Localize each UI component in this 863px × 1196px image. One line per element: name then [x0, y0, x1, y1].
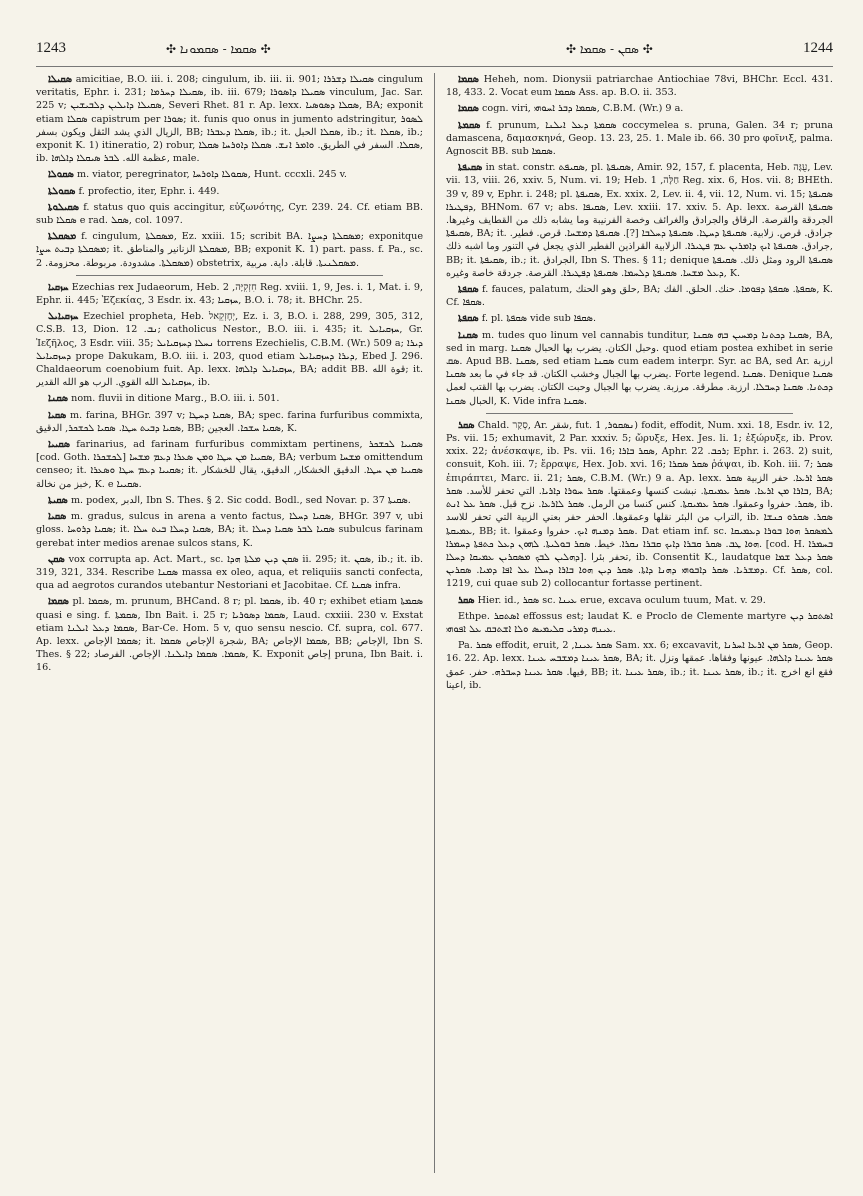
- entry-text: cogn. viri, ܣܩܡܐ ܕܒܪ ܐܚܘܗܝ, C.B.M. (Wr.) 9 a.: [482, 103, 684, 115]
- dictionary-entry: [446, 610, 833, 636]
- dictionary-entry: [446, 119, 833, 159]
- entry-headword: ܣܩܢܐ: [457, 329, 479, 341]
- entry-text: farinarius, ad farinam furfuribus commixtam pertinens, ܣܩܝܝܐ ܠܟܫܟܪ [cod. Goth. ܠܟܫܟܪܐ] ܣܩܝܝܐ ܡܢ ܚܛܐ ܘܡܢ ܣܥܪܐ ܕܥܡ ܡܫܚܐ, BA; verbum ܡܫܚܐ omittendum censeo; it. ܣܩܝܝܐ ܕܥܡ ܚܛܐ ܘܣܥܪܐ; it. ܣܩܝܝܐ ܡܢ ܚܛܐ. الدقيق الخشكار, الدقيق، يقال للخشكار خبز من نخالة, K. e ܣܩܝܝܐ.: [36, 439, 423, 490]
- dictionary-entry: [36, 230, 423, 270]
- entry-text: Hier. id., ܣܩܪ sc. ܥܝܢܐ erue, excava oculum tuum, Mat. v. 29.: [477, 594, 766, 606]
- entry-text: amicitiae, B.O. iii. i. 208; cingulum, ib. iii. ii. 901; ܣܩܝܠܐ ܕܫܪܪܐ cingulum veritatis, Ephr. i. 231; ܣܩܝܠܐ ܕܚܪܡܐ, ib. iii. 679; ܣܩܝܠܐ ܕܐܣܘܪܐ vinculum, Jac. Sar. 225 v; ܣܩܝܠܐ ܕܐܝܠܝܢ ܕܠܒܝܫܝܢ, Severi Rhet. 81 r. Ap. lexx. ܣܩܠܐ ܕܣܘܣܝܐ, BA; exponit etiam ܣܩܠܐ capistrum per ܣܘܪܐ; it. funis quo onus in jumento adstringitur, ܠܣܘܪ الزيال الذي يشد الثقل ويكون بسفر, BB; ܣܩܠܐ ܕܥܒܪܐ, ib.; it. ܣܩܠܐ الحبل, ib.; it. ܣܩܠܐ, ib.; exponit K. 1) itineratio, 2) robur, ܣܩܠܐ. السفر في الطريق. ܘܐܡܪ ܐܢܫ. ܣܩܠܐ ܕܐܘܪܚܐ ܣܩܠܐ, ib. عظمة الله. ܠܒܪ ܣܝܩܠܐ ܕܐܠܗܐ, male.: [36, 74, 423, 165]
- entry-text: f. cingulum, ܡܣܩܠܬܐ, Ez. xxiii. 15; scribit BA. ܡܣܩܠܬܐ ܕܚܨܐ; exponitque ܡܣܩܠܬܐ ܕܒܝܬ ܚܨܐ; it. ܡܣܩܠܬܐ الزنانير والمناطق, BB; exponit K. 1) part. pass. f. Pa., sc. ܡܣܩܠܬܐ. مشدودة. مربوطة. محزومة. 2) obstetrix, ܡܣܩܠܢܝܬܐ. قابلة. داية. مربية.: [36, 231, 423, 269]
- entry-text: in stat. constr. ܣܩܝܦܬ, pl. ܣܩܝܦܬܐ, Amir. 92, 157, f. placenta, Heb. עֻגָּה, Lev. vii. 13, viii. 26, xxiv. 5, Num. vi. 19; Heb. חַלָּה, 1 Reg. xix. 6, Hos. vii. 8; BHEth. 39 v, 89 v, Ephr. i. 248; pl. ܣܩܝܦܬܐ, Ex. xxix. 2, Lev. ii. 4, vii. 12, Num. vi. 15; ܣܩܝܦܬܐ ܕܦܛܝܪܐ, BHNom. 67 v; abs. ܣܩܝܦܐ, Lev. xxiii. 17. xxiv. 5. Ap. lexx. ܣܩܝܦܬܐ القرصة الجردقة والقرصة. الرقاق والجرادق والغرائف وخصة الفرنيبة وما يشابه ذلك من القطايف وغيرها. ܣܩܝܦܬܐ, BA; it. جرادق. قرص. زلابية. ܣܩܝܦܬܐ ܕܚܛܐ. ܣܩܝܦܬܐ ܕܚܠܒܐ [?]. ܣܩܝܦܬܐ ܕܡܫܚܐ. قرص. فطير. جرادق. ܣܩܝܦܬܐ ܐܝܟ ܕܐܡܪܝܢ ܥܡ ܦܛܝܪܐ. الزلابية القراذين الفطير الذي يجعل في التنور وما اشبه ذلك, BB; it. ܣܩܝܦܬܐ, ib.; it. الجرادق, Ibn S. Thes. § 11; denique ܣܩܝܦܬܐ الرود ومثل ذلك. ܣܩܝܦܬܐ ܕܥܠ ܡܫܚܐ. ܣܩܝܦܬܐ ܕܠܚܡܐ. ܣܩܝܦܬܐ ܕܦܛܝܪܐ. القرصة. جردقة خاصة وغيره, K.: [445, 162, 833, 279]
- entry-headword: ܣܩܪ: [457, 419, 475, 431]
- entry-text: m. podex, الدبر, Ibn S. Thes. § 2. Sic codd. Bodl., sed Novar. p. 37 ܣܩܝܬܐ.: [70, 494, 411, 506]
- column-divider: [434, 73, 435, 1173]
- dictionary-entry: [36, 392, 423, 405]
- entry-headword: ܣܩܢܐ: [48, 393, 69, 405]
- page-header: [36, 38, 833, 67]
- entry-text: Ethpe. ܐܣܬܩܪ effossus est; laudat K. e Proclo de Clemente martyre ܐܣܬܩܪ ܕܝܢ ܥܝܢܗ ܕܡܪܝ ܩܠܝܡܝܣ ܘܠܐ ܐܫܬܒܩ ܥܠ ܐܦܘܗܝ.: [445, 610, 833, 635]
- left-page-number: 1243: [36, 40, 66, 56]
- dictionary-entry: [446, 419, 833, 591]
- left-running-head: ✣ ܣܩܡܐ - ܣܩܡܘܢܐ ✣: [166, 42, 271, 56]
- entry-text: Heheh, nom. Dionysii patriarchae Antiochiae 78vi, BHChr. Eccl. 431. 18, 433. 2. Vocat eum ܣܩܡܐ Ass. ap. B.O. ii. 353.: [445, 74, 833, 99]
- entry-headword: ܣܩܡܐ: [48, 596, 69, 608]
- dictionary-entry: [36, 201, 423, 227]
- dictionary-entry: [36, 168, 423, 181]
- dictionary-entry: [36, 438, 423, 491]
- entry-headword: ܣܩܘܠܬܐ: [48, 185, 76, 197]
- entry-headword: ܣܩܪ: [457, 594, 475, 606]
- entry-headword: ܣܩܝܦܬܐ: [457, 162, 483, 174]
- entry-headword: ܡܣܩܠܬܐ: [48, 231, 77, 243]
- dictionary-entry: [446, 102, 833, 115]
- dictionary-entry: [446, 283, 833, 309]
- entry-text: f. profectio, iter, Ephr. i. 449.: [78, 185, 220, 197]
- dictionary-entry: [36, 310, 423, 389]
- entry-headword: ܣܩܡܐ: [457, 103, 479, 115]
- right-page-number: 1244: [803, 40, 833, 56]
- entry-headword: ܣܩܦܬܐ: [457, 313, 479, 325]
- entry-headword: ܣܩܝܠܘܬܐ: [48, 201, 80, 213]
- entry-headword: ܣܩܡܬܐ: [457, 119, 481, 131]
- entry-text: Ezechiel propheta, Heb. יְחֶזְקֵאל, Ez. i. 3, B.O. i. 288, 299, 305, 312, C.S.B. 13, Dion. ܢܒ. 12; catholicus Nestor., B.O. iii. i. 435; it. ܚܙܩܝܐܝܠ, Gr. Ἰεζῆλος, 3 Esdr. viii. 35; ܢܚܠܐ ܕܚܙܩܝܐܝܠ torrens Ezechielis, C.B.M. (Wr.) 509 a; ܕܝܪܐ ܕܚܙܩܝܐܝܠ prope Dakukam, B.O. iii. i. 203, quod etiam ܕܝܪܐ ܕܚܙܩܝܐܝܠ, Ebed J. 296. Chaldaeorum coenobium fuit. Ap. lexx. ܚܙܩܝܐܝܠ ܕܐܠܗܐ, BA; addit BB. قوة الله; it. ܚܙܩܝܐܝܠ الله القوي. الرب هو الله القدير, ib.: [36, 311, 423, 389]
- dictionary-entry: [36, 494, 423, 507]
- two-column-body: [36, 73, 833, 1173]
- entry-text: m. viator, peregrinator, ܣܩܘܠܐ ܕܐܘܪܚܐ, Hunt. cccxli. 245 v.: [77, 169, 347, 181]
- section-separator: [486, 413, 793, 414]
- entry-text: f. status quo quis accingitur, εὐζωνότης, Cyr. 239. 24. Cf. etiam BB. sub ܣܩܠܐ e rad. ܣܩܠ, col. 1097.: [36, 201, 423, 227]
- entry-headword: ܣܩܝܝܐ: [48, 439, 71, 451]
- dictionary-entry: [446, 594, 833, 607]
- right-running-head: ✣ ܣܩܢ - ܣܩܡܐ ✣: [566, 42, 653, 56]
- dictionary-entry: [446, 329, 833, 408]
- entry-headword: ܣܩܝܠܐ: [48, 74, 73, 85]
- entry-text: m. tudes quo linum vel cannabis tunditur, ܣܩܢܐ ܕܟܬܢܐ ܕܡܚܝܢ ܒܗ ܣܩܢܐ, BA, sed in marg. وحبل الكتان. يضرب بها الحبال ܣܩܢܐ. quod etiam postea exhibet in serie ܣܩ. Apud BB. ܣܩܢܐ, sed etiam ܣܩܢܐ cum eadem interpr. Syr. ac BA, sed Ar. ارزبة يضرب بها الجبال وخشب الكتان. قد جاء في ما بعد ܣܩܢܐ. Forte legend. ܣܩܢܐ. Denique ܣܩܢܐ ܕܟܬܢܐ. ܣܩܢܐ ܕܚܒܠܐ. ارزبة. مطرقة. مرزبة. يضرب بها الجبال وحبت الكتان. يضرب بها القتب لعمل الحبال ܣܩܢܐ, K. Vide infra ܣܩܢܐ.: [445, 329, 833, 407]
- entry-text: f. pl. ܣܩܦܬܐ vide sub ܣܩܦܐ.: [481, 313, 597, 325]
- entry-text: m. farina, BHGr. 397 v; ܣܩܝܐ ܕܚܛܐ, BA; spec. farina furfuribus commixta, ܣܩܝܐ ܕܒܝܬ ܚܛܐ. ܣܩܝܐ ܠܟܫܟܪ, الدقيق, BB; ܣܩܝܐ ܚܫܟܐ. العجين, K.: [36, 409, 423, 434]
- dictionary-entry: [36, 510, 423, 550]
- entry-headword: ܣܩܦܬܐ: [457, 284, 479, 296]
- entry-text: Chald. סְקַר, Ar. شقر, fut. ܢܣܩܘܪ, 1) fodit, effodit, Num. xxi. 18, Esdr. iv. 12, Ps. vii. 15; exhumavit, 2 Par. xxxiv. 5; ὤρυξε, Hex. Jes. li. 1; ἐξώρυξε, ib. Prov. xxix. 22; ἀνέσκαψε, ib. Ps. vii. 16; ܣܩܪ ܒܐܪܐ, Aphr. ܪܟܒ. 22; Ephr. i. 263. 2) suit, consuit, Koh. iii. 7; ἔρραψε, Hex. Job. xvi. 16; ܣܩܪ ܣܩܪܐ ῥάψαι, ib. Koh. iii. 7; ܣܩܪ ἐπιράπτει, Marc. ii. 21; ܣܩܪ, C.B.M. (Wr.) 9 a. Ap. lexx. ܣܩܪ ܐܪܥܐ. حفر الزبية ܣܩܪ ܒܐܪܐ ܡܢ ܐܪܥܐ. ܣܩܪ ܥܡܝܩܬܐ. نبشت كنسها وعمقتها. ܣܩܪ ܚܘܪܐ ܕܐܪܝܐ. التي تحفر للأسد. ܣܩܪ, BA; ܣܩܪ. حفروا وعمقوا. ܣܩܪ ܥܡܝܩܬܐ. كنس كنسا من الرمل. ܣܩܪ ܠܐܪܥܐ. نزح قبل. ܣܩܪ ܥܠ ܐܢܬ, ib. التراب من البئر نقلها وعمقوها. الحفر حفر بعني الزبية التي تحفر للاسد, ib. ܣܩܪ. ܣܩܪܘ ܟܢܫܐ ܥܡܝܩܬܐ, BB; it. ܣܩܪ ܕܡܢܗ ܐܝܟ. حفروا وعمقوا. Dat etiam inf. sc. ܠܡܣܩܪ ܗܘܐ ܒܘܪܐ ܕܥܡܝܩܐ ܗܘܐ ܛܒ. ܣܩܪ ܩܒܪܐ ܕܐܝܟ ܩܒܪܐ ܢܩܪܐ. خيط. ܣܩܪ ܒܘܠܝܬܐ. ܠܗܘܢ ܕܥܠ ܟܬܦܬܐ ܕܚܡܪܐ. [cod. H. ܒܚܡܪܐ ܕܗܠܝܢ ܠܒܟ ܡܣܩܪܝܢ ܥܡܝܩܐ ܕܚܠܐ]. تحفر بئرا, ib. Consentit K., laudatque ܣܩܪ ܕܥܠ ܫܡܐ ܕܡܫܪܝܐ. ܣܩܪ ܕܐܒܘܗܝ ܕܗܢܐ ܕܐܬܐ. ܣܩܪ ܕܝܢ ܗܘܐ ܒܐܪܐ ܕܚܠܐ ܥܠ ܐܦܐ ܕܡܝܐ. ܣܩܪܝܢ. Cf. ܣܩܪ, col. 1219, cui quae sub 2) collocantur fortasse pertinent.: [445, 419, 833, 590]
- dictionary-entry: [36, 73, 423, 165]
- dictionary-entry: [446, 639, 833, 692]
- dictionary-entry: [36, 595, 423, 674]
- section-separator: [76, 275, 383, 276]
- entry-headword: ܚܙܩܝܐܝܠ: [48, 311, 79, 323]
- dictionary-entry: [36, 281, 423, 307]
- dictionary-entry: [36, 409, 423, 435]
- entry-text: pl. ܣܩܡܐ, m. prunum, BHCand. 8 r; pl. ܣܩܡܐ, ib. 40 r; exhibet etiam ܣܩܡܬܐ quasi e sing. f. ܣܩܡܬܐ, Ibn Bait. i. 25 r; ܣܩܡܐ ܕܣܘܪܝܐ, Laud. cxxiii. 230 v. Exstat etiam ܣܩܡܐ ܕܥܠ ܐܝܠܢܐ, Bar-Ce. Hom. 5 v, quo sensu nescio. Cf. supra, col. 677. Ap. lexx. ܣܩܡܐ الإجاص; it. شجرة الإجاص ܣܩܡܐ, BA; ܣܩܡܐ الإجاص, BB; الإجاص, Ibn S. Thes. § 22; ܣܩܡܐ. ܣܩܡܐ ܕܐܝܠܢܐ. الإجاص. الفرصاد, K. Exponit إجاص prunа, Ibn Bait. i. 16.: [36, 596, 423, 674]
- dictionary-entry: [446, 73, 833, 99]
- entry-headword: ܣܩܢ: [48, 553, 65, 565]
- right-column: [446, 73, 833, 1173]
- entry-text: nom. fluvii in ditione Marg., B.O. iii. i. 501.: [71, 393, 280, 405]
- entry-headword: ܣܩܝܐ: [48, 409, 67, 421]
- entry-text: f. prunum, ܣܩܡܬܐ ܕܥܠ ܐܝܠܢܐ coccymelea s. pruna, Galen. 34 r; pruna damascena, δαμασκηνά, Geop. 13. 23, 25. 1. Male ib. 66. 30 pro φοῖνιξ, palma. Agnoscit BB. sub ܣܩܡܐ.: [445, 119, 833, 158]
- entry-headword: ܣܩܡܐ: [457, 74, 479, 85]
- entry-text: m. gradus, sulcus in arena a vento factus, ܣܩܝܐ ܕܚܠܐ, BHGr. 397 v, ubi gloss. ܣܩܝܐ ܕܪܘܚܐ; it. ܣܩܝܐ ܕܚܠܐ ܒܝܬ ܚܠܐ, BA; it. ܣܩܝܐ ܠܒܪ ܣܩܝܐ ܕܚܠܐ subulcus farinam gerebat inter medios arenae sulcos stans, K.: [36, 511, 423, 549]
- entry-text: f. fauces, palatum, حلق وهو الحنك, BA; ܣܩܦܬܐ. ܣܩܦܬܐ ܕܦܘܡܐ. حنك. الحلق. الفك, K. Cf. ܣܩܦܐ.: [445, 284, 833, 309]
- entry-text: Pa. ܣܩܪ effodit, eruit, ܣܩܪ ܥܝܢܐ, 2 Sam. xx. 6; excavavit, ܣܩܪ ܡܢ ܐܪܥܐ ܐܚܪܢܐ, Geop. 16. 22. Ap. lexx. ܣܩܪ ܥܝܢܐ ܕܡܫܒܚ ܥܝܢܐ, BA; it. ܣܩܪ ܥܝܢܐ ܕܐܠܗܐ. عيونها وفقاها. عمقها ونزل فيها. ܣܩܪ ܥܝܢܐ ܕܚܒܪܗ. حفر. عمق, BB; it. ܣܩܪ ܥܝܢܐ, ib.; it. ܣܩܪ ܥܝܢܐ, ib.; it. فقع انع اخرج اعينا, ib.: [445, 640, 833, 691]
- entry-headword: ܚܙܩܝܐ: [48, 281, 69, 293]
- dictionary-entry: [446, 161, 833, 280]
- entry-headword: ܣܩܘܠܐ: [48, 169, 74, 181]
- entry-headword: ܣܩܝܬܐ: [48, 494, 68, 506]
- dictionary-entry: [36, 185, 423, 198]
- left-column: [36, 73, 423, 1173]
- entry-headword: ܣܩܝܐ: [48, 511, 67, 523]
- dictionary-entry: [446, 312, 833, 325]
- entry-text: vox corrupta ap. Act. Mart., sc. ܣܩܢ ܕܝܢ ܡܠܬܐ ܗܕܐ ii. 295; it. ܣܩܢ, ib.; it. ib. 319, 321, 334. Rescribe ܣܩܢܐ massa ex oleo, aqua, et reliquiis sancti confecta, qua ad aegrotos curandos utebantur Nestoriani et Jacobitae. Cf. ܣܩܢܐ infra.: [36, 553, 423, 592]
- dictionary-entry: [36, 553, 423, 593]
- entry-text: Ezechias rex Judaeorum, Heb. חִזְקִיָּה, 2 Reg. xviii. 1, 9, Jes. i. 1, Mat. i. 9, Ephr. ii. 445; Ἐζεκίας, 3 Esdr. ix. 43; ܚܙܩܝܐ, B.O. i. 78; it. BHChr. 25.: [36, 281, 423, 307]
